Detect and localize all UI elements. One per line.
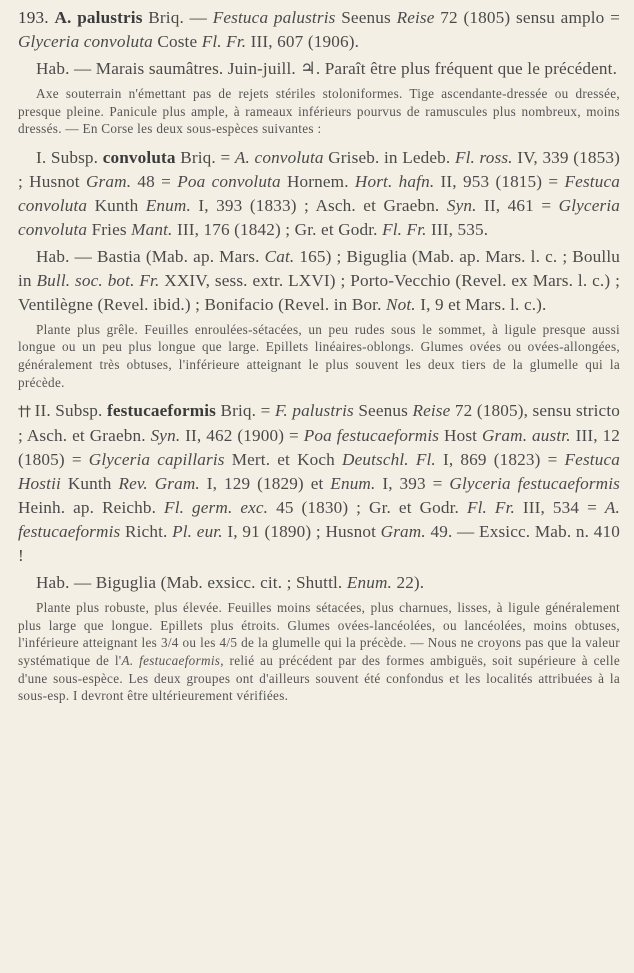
text: = (256, 401, 275, 421)
text: II, 953 (1815) = (434, 171, 565, 191)
text: III, 176 (1842) ; Gr. et Godr. (172, 219, 383, 239)
synonym: Poa convoluta (177, 171, 281, 191)
reference-title: Deutschl. Fl. (342, 450, 436, 470)
text: I, 393 = (375, 474, 450, 494)
reference-title: Cat. (264, 246, 295, 266)
subsp-convoluta-citation (18, 146, 620, 242)
text: Seenus (353, 401, 413, 421)
text: III, 12 (1805) = (18, 426, 621, 470)
text: I, 129 (1829) et (199, 474, 331, 494)
subsp-convoluta-description: Plante plus grêle. Feuilles enroulées-sétacées, un peu rudes sous le sommet, à ligule presque aussi longue ou un peu plus longue que large. Epillets linéaires-oblongs. Glumes ovées ou ovées-allongées, généralement très obtuses, l'inférieure atteignant le plus souvent les deux tiers de la glumelle qui la précède. (18, 321, 620, 390)
synonym: Poa festucaeformis (303, 426, 440, 446)
text: Hab. — Bastia (Mab. ap. Mars. (36, 246, 265, 266)
reference-title: Enum. (330, 474, 376, 494)
text: sensu amplo = (516, 8, 620, 27)
text: I, 393 (1833) ; Asch. et Graebn. (190, 195, 447, 215)
entry-193-description: Axe souterrain n'émettant pas de rejets stériles stoloniformes. Tige ascendante-dressée ou dressée, presque pleine. Panicule plus ample, à rameaux inférieurs pourvus de ramuscules plus nombreux, moins dressés. — En Corse les deux sous-espèces suivantes : (18, 86, 620, 137)
text: — (183, 8, 213, 27)
text: Kunth (60, 474, 119, 494)
text: XXIV, sess. extr. LXVI) ; Porto-Vecchio (Revel. ex Mars. l. c.) ; Ventilègne (Revel. ibid.) ; Bonifacio (Revel. in Bor. (18, 270, 620, 314)
text: II, 462 (1900) = (180, 426, 304, 446)
reference-title: Not. (386, 294, 416, 314)
reference-title: Gram. austr. (482, 426, 571, 446)
subsp-author: Briq. (180, 147, 216, 167)
text: Mert. et Koch (224, 450, 343, 470)
subsp-festucaeformis-description (18, 599, 620, 705)
synonym: A. convoluta (234, 147, 324, 167)
text: 45 (1830) ; Gr. et Godr. (268, 498, 467, 518)
synonym: A. festucaeformis (18, 498, 620, 542)
reference-title: Reise (396, 8, 435, 27)
dagger-mark: †† (18, 404, 31, 421)
text: 165) ; Biguglia (Mab. ap. Mars. l. c. ; Boullu in (18, 246, 620, 290)
reference-title: Fl. Fr. (382, 219, 427, 239)
subsp-prefix: I. Subsp. (36, 147, 99, 167)
text: III, 535. (426, 219, 489, 239)
text: = (215, 147, 235, 167)
text: Fries (87, 219, 132, 239)
text: III, 607 (1906). (246, 32, 360, 51)
reference-title: Enum. (346, 573, 392, 593)
text: Host (439, 426, 482, 446)
reference-title: Gram. (85, 171, 132, 191)
reference-title: Pl. eur. (172, 522, 223, 542)
text: Heinh. ap. Reichb. (18, 498, 165, 518)
reference-title: Syn. (446, 195, 477, 215)
text: 22). (392, 573, 425, 593)
text: Griseb. in Ledeb. (323, 147, 455, 167)
subsp-name: festucaeformis (107, 401, 217, 421)
subsp-festucaeformis-citation (18, 399, 620, 568)
synonym: F. palustris (274, 401, 354, 421)
species-author: Briq. (148, 8, 184, 27)
text: Plante plus robuste, plus élevée. Feuilles moins sétacées, plus charnues, lisses, à ligule généralement plus large que longue. Epillets plus étroits. Glumes ovées-lancéolées, ou lancéolées, moins obtuses, l'inférieure atteignant les 3/4 ou les 4/5 de la glumelle qui la précède. — Nous ne croyons pas que la valeur systématique de l' (18, 600, 620, 668)
synonym: Glyceria festucaeformis (449, 474, 620, 494)
text: I, 869 (1823) = (435, 450, 565, 470)
reference-title: Enum. (145, 195, 191, 215)
synonym: Glyceria capillaris (88, 450, 225, 470)
reference-title: Bull. soc. bot. Fr. (36, 270, 160, 290)
subsp-convoluta-habitat (18, 245, 620, 317)
reference-title: Fl. germ. exc. (164, 498, 269, 518)
synonym: Festuca convoluta (18, 171, 620, 215)
reference-title: Hort. hafn. (354, 171, 435, 191)
synonym: Glyceria convoluta (18, 195, 620, 239)
subsp-prefix: II. Subsp. (30, 401, 103, 421)
synonym: Festuca Hostii (18, 450, 620, 494)
text: I, 91 (1890) ; Husnot (222, 522, 381, 542)
species-name: A. palustris (54, 8, 143, 27)
synonym: Festuca palustris (212, 8, 336, 27)
synonym: A. festucaeformis (121, 652, 221, 668)
text: Richt. (120, 522, 173, 542)
text: III, 534 = (514, 498, 605, 518)
entry-193-citation (18, 6, 620, 54)
reference-title: Fl. Fr. (466, 498, 515, 518)
text: 72 (1805), sensu stricto ; Asch. et Graebn. (18, 401, 620, 446)
reference-title: Fl. ross. (454, 147, 513, 167)
text: 72 (1805) (434, 8, 511, 27)
subsp-name: convoluta (102, 147, 176, 167)
reference-title: Gram. (380, 522, 426, 542)
reference-title: Reise (412, 401, 451, 421)
text: II, 461 = (476, 195, 559, 215)
reference-title: Syn. (150, 426, 181, 446)
text: Coste (152, 32, 202, 51)
subsp-author: Briq. (220, 401, 257, 421)
text: Hornem. (280, 171, 355, 191)
text: IV, 339 (1853) ; Husnot (18, 147, 620, 191)
text: Kunth (87, 195, 146, 215)
reference-title: Rev. Gram. (118, 474, 200, 494)
reference-title: Mant. (131, 219, 173, 239)
entry-number: 193. (18, 8, 49, 27)
text: 49. — Exsicc. Mab. n. 410 ! (18, 522, 621, 566)
text: 48 = (131, 171, 178, 191)
reference-title: Fl. Fr. (201, 32, 247, 51)
text: I, 9 et Mars. l. c.). (415, 294, 547, 314)
text: Hab. — Biguglia (Mab. exsicc. cit. ; Shuttl. (36, 573, 347, 593)
subsp-festucaeformis-habitat (18, 571, 620, 595)
text: , relié au précédent par des formes ambiguës, soit supérieure à celle d'une sous-espèce. Les deux groupes ont d'ailleurs souvent été confondus et les localités attribuées à la sous-esp. I devront être ultérieurement vérifiées. (18, 652, 620, 704)
entry-193-habitat: Hab. — Marais saumâtres. Juin-juill. ♃. Paraît être plus fréquent que le précédent. (36, 59, 618, 78)
text: Seenus (335, 8, 397, 27)
synonym: Glyceria convoluta (18, 32, 153, 51)
